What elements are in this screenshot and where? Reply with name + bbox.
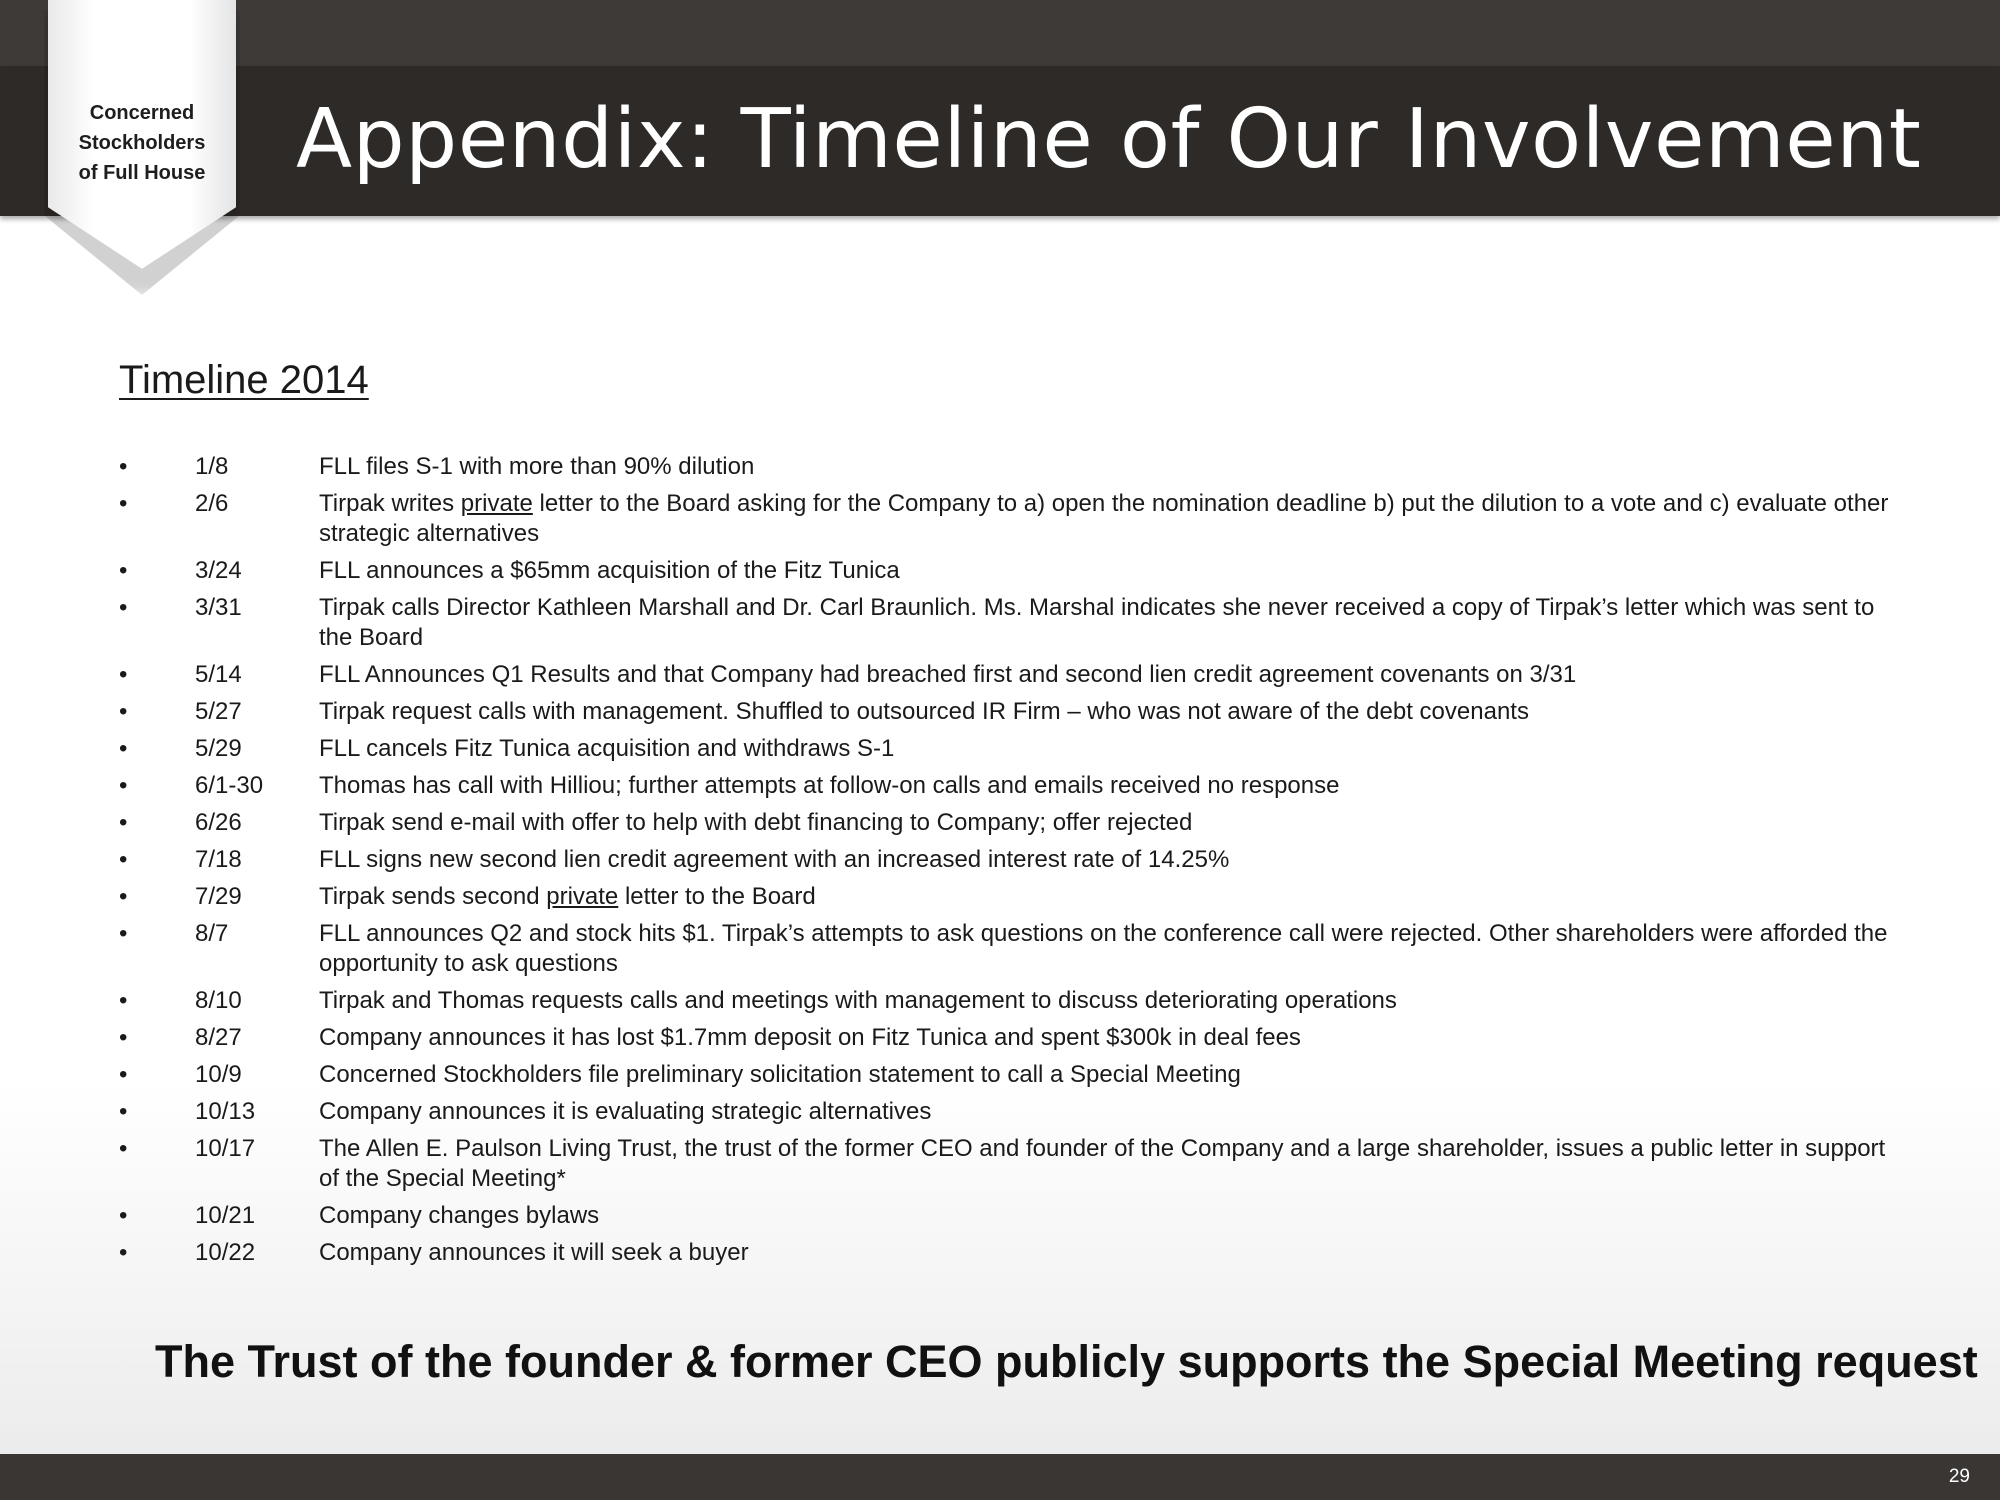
timeline-date: 8/27: [195, 1024, 242, 1051]
timeline-item: [119, 1238, 1899, 1268]
timeline-text: [319, 882, 1899, 912]
timeline-item: [119, 771, 1899, 801]
timeline-text: Company announces it has lost $1.7mm deposit on Fitz Tunica and spent $300k in deal fees: [319, 1024, 1301, 1051]
timeline-date: 10/22: [195, 1239, 256, 1266]
timeline-date: 8/7: [195, 920, 229, 947]
timeline-text: FLL announces Q2 and stock hits $1. Tirpak’s attempts to ask questions on the conference call were rejected. Other shareholders were afforded the opportunity to ask questions: [319, 920, 1888, 977]
timeline-item: [119, 986, 1899, 1016]
timeline-item: [119, 697, 1899, 727]
timeline-text: Tirpak calls Director Kathleen Marshall and Dr. Carl Braunlich. Ms. Marshal indicates she never received a copy of Tirpak’s letter which was sent to the Board: [319, 594, 1875, 651]
timeline-date: 6/26: [195, 809, 242, 836]
timeline-item: [119, 593, 1899, 653]
timeline-date: 10/13: [195, 1098, 256, 1125]
timeline-item: [119, 734, 1899, 764]
timeline-list: [119, 452, 1899, 1275]
timeline-text-part: Tirpak writes: [319, 490, 461, 517]
timeline-item: [119, 1060, 1899, 1090]
timeline-date: 10/17: [195, 1135, 256, 1162]
bullet-icon: •: [119, 557, 128, 584]
callout-statement: The Trust of the founder & former CEO publicly supports the Special Meeting request: [155, 1336, 1978, 1387]
bullet-icon: •: [119, 1061, 128, 1088]
timeline-text-part: letter to the Board: [618, 883, 816, 910]
org-name: [48, 98, 236, 188]
header-top-strip: [0, 0, 2000, 66]
timeline-date: 8/10: [195, 987, 242, 1014]
bullet-icon: •: [119, 846, 128, 873]
org-name-line-3: of Full House: [78, 162, 206, 184]
timeline-item: [119, 489, 1899, 549]
bullet-icon: •: [119, 809, 128, 836]
bullet-icon: •: [119, 1202, 128, 1229]
section-heading: Timeline 2014: [119, 358, 369, 402]
bullet-icon: •: [119, 661, 128, 688]
bullet-icon: •: [119, 883, 128, 910]
timeline-item: [119, 919, 1899, 979]
timeline-date: 1/8: [195, 453, 229, 480]
timeline-date: 3/31: [195, 594, 242, 621]
timeline-date: 10/9: [195, 1061, 242, 1088]
timeline-date: 5/27: [195, 698, 242, 725]
bullet-icon: •: [119, 1239, 128, 1266]
timeline-text: FLL Announces Q1 Results and that Company had breached first and second lien credit agreement covenants on 3/31: [319, 661, 1577, 688]
timeline-date: 5/14: [195, 661, 242, 688]
timeline-text: The Allen E. Paulson Living Trust, the trust of the former CEO and founder of the Company and a large shareholder, issues a public letter in support of the Special Meeting*: [319, 1135, 1886, 1192]
timeline-date: 3/24: [195, 557, 242, 584]
page-number: 29: [1948, 1466, 1970, 1487]
timeline-date: 7/29: [195, 883, 242, 910]
timeline-text: FLL cancels Fitz Tunica acquisition and withdraws S-1: [319, 735, 895, 762]
timeline-item: [119, 1201, 1899, 1231]
timeline-text: Concerned Stockholders file preliminary solicitation statement to call a Special Meeting: [319, 1061, 1241, 1088]
org-name-line-1: Concerned: [89, 102, 195, 124]
bullet-icon: •: [119, 453, 128, 480]
timeline-text: Tirpak and Thomas requests calls and meetings with management to discuss deteriorating operations: [319, 987, 1397, 1014]
bullet-icon: •: [119, 1098, 128, 1125]
timeline-text: FLL signs new second lien credit agreement with an increased interest rate of 14.25%: [319, 846, 1230, 873]
bullet-icon: •: [119, 735, 128, 762]
timeline-item: [119, 660, 1899, 690]
timeline-text: FLL files S-1 with more than 90% dilution: [319, 453, 755, 480]
bullet-icon: •: [119, 1024, 128, 1051]
timeline-date: 6/1-30: [195, 772, 264, 799]
timeline-text: Company announces it will seek a buyer: [319, 1239, 749, 1266]
timeline-text: Company changes bylaws: [319, 1202, 600, 1229]
bullet-icon: •: [119, 987, 128, 1014]
timeline-text: Tirpak send e-mail with offer to help with debt financing to Company; offer rejected: [319, 809, 1193, 836]
timeline-text: Tirpak request calls with management. Shuffled to outsourced IR Firm – who was not aware of the debt covenants: [319, 698, 1529, 725]
timeline-item: [119, 1134, 1899, 1194]
timeline-item: [119, 845, 1899, 875]
timeline-item: [119, 1023, 1899, 1053]
timeline-text-emphasis: private: [460, 490, 533, 517]
bullet-icon: •: [119, 490, 128, 517]
org-name-line-2: Stockholders: [78, 132, 206, 154]
timeline-text-part: letter to the Board asking for the Company to a) open the nomination deadline b) put the dilution to a vote and c) evaluate other strategic alternatives: [319, 490, 1889, 547]
timeline-text: Company announces it is evaluating strategic alternatives: [319, 1098, 932, 1125]
timeline-text-emphasis: private: [546, 883, 619, 910]
slide-title: Appendix: Timeline of Our Involvement: [296, 92, 1922, 187]
bullet-icon: •: [119, 594, 128, 621]
timeline-item: [119, 882, 1899, 912]
timeline-item: [119, 1097, 1899, 1127]
timeline-text: Thomas has call with Hilliou; further attempts at follow-on calls and emails received no response: [319, 772, 1340, 799]
timeline-date: 7/18: [195, 846, 242, 873]
footer-bar: [0, 1454, 2000, 1500]
bullet-icon: •: [119, 698, 128, 725]
timeline-item: [119, 452, 1899, 482]
timeline-item: [119, 556, 1899, 586]
bullet-icon: •: [119, 1135, 128, 1162]
bullet-icon: •: [119, 920, 128, 947]
timeline-text: FLL announces a $65mm acquisition of the Fitz Tunica: [319, 557, 900, 584]
timeline-text: [319, 489, 1899, 549]
timeline-date: 5/29: [195, 735, 242, 762]
timeline-item: [119, 808, 1899, 838]
bullet-icon: •: [119, 772, 128, 799]
timeline-text-part: Tirpak sends second: [319, 883, 547, 910]
timeline-date: 2/6: [195, 490, 229, 517]
timeline-date: 10/21: [195, 1202, 256, 1229]
